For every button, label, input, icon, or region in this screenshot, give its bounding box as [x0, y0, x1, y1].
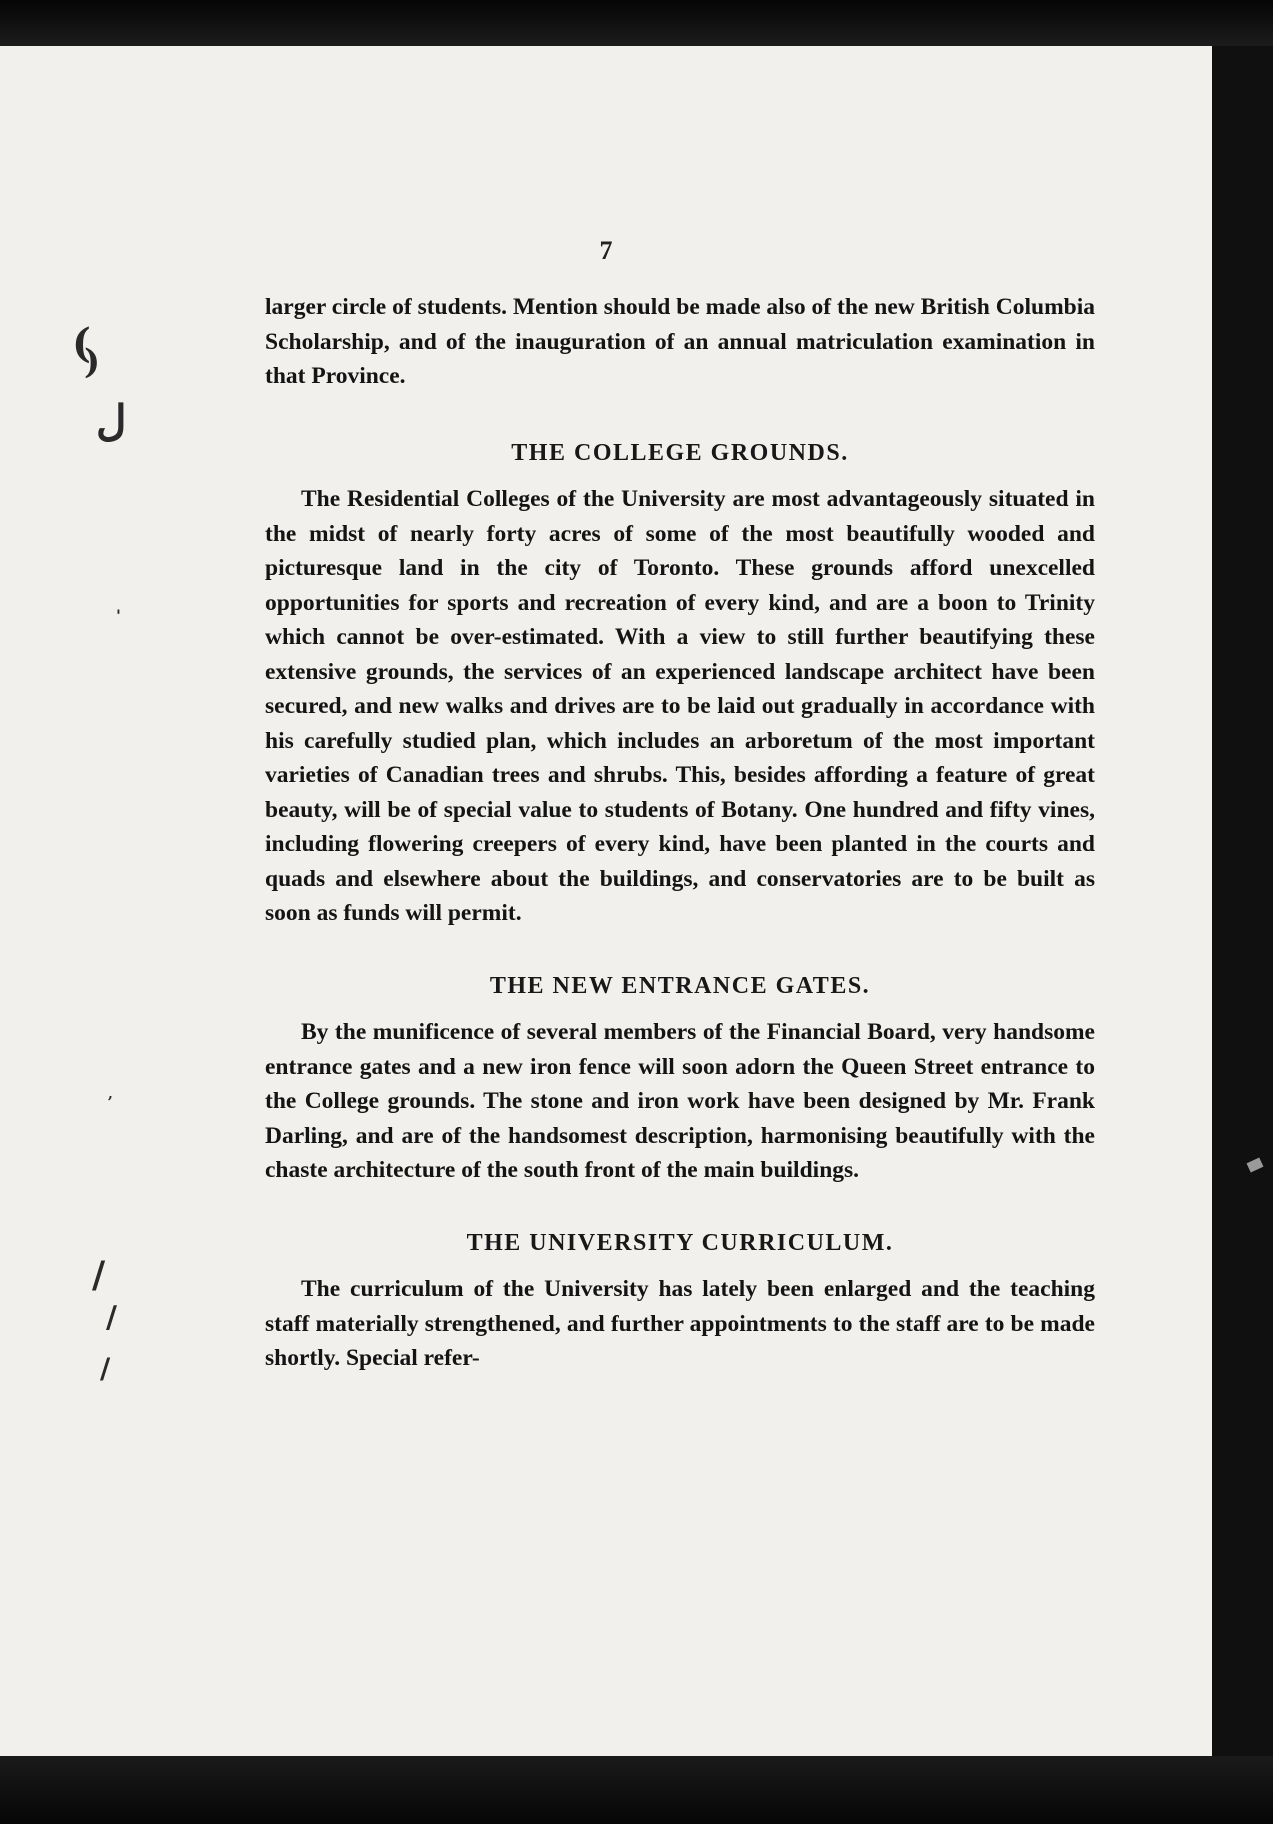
- margin-mark-icon: (: [72, 320, 91, 367]
- margin-speck-icon: ,: [108, 1086, 113, 1102]
- paragraph-college-grounds: The Residential Colleges of the University are most advantageously situated in the midst of nearly forty acres of some of the most beautifully wooded and picturesque land in the city of Toronto. These grounds afford unexcelled opportunities for sports and recreation of every kind, and are a boon to Trinity which cannot be over-estimated. With a view to still further beautifying these extensive grounds, the services of an experienced landscape architect have been secured, and new walks and drives are to be laid out gradually in accordance with his carefully studied plan, which includes an arboretum of the most important varieties of Canadian trees and shrubs. This, besides affording a feature of great beauty, will be of special value to students of Botany. One hundred and fifty vines, including flowering creepers of every kind, have been planted in the courts and quads and elsewhere about the buildings, and conservatories are to be built as soon as funds will permit.: [265, 486, 1095, 926]
- paragraph-entrance-gates: By the munificence of several members of the Financial Board, very handsome entrance gates and a new iron fence will soon adorn the Queen Street entrance to the College grounds. The stone and iron work have been designed by Mr. Frank Darling, and are of the handsomest description, harmonising beautifully with the chaste architecture of the south front of the main buildings.: [265, 1019, 1095, 1183]
- paragraph-university-curriculum: The curriculum of the University has lately been enlarged and the teaching staff materially strengthened, and further appointments to the staff are to be made shortly. Special refer-: [265, 1276, 1095, 1371]
- scan-top-edge: [0, 0, 1273, 46]
- margin-mark-icon: ): [84, 342, 101, 382]
- margin-mark-icon: /: [106, 1300, 117, 1335]
- margin-mark-icon: /: [100, 1352, 111, 1385]
- paragraph-intro: larger circle of students. Mention should be made also of the new British Columbia Scholarship, and of the inauguration of an annual matriculation examination in that Province.: [265, 294, 1095, 389]
- margin-mark-icon: ل: [96, 396, 127, 445]
- margin-speck-icon: ': [116, 606, 121, 625]
- document-page: [0, 46, 1212, 1756]
- heading-entrance-gates: THE NEW ENTRANCE GATES.: [489, 972, 871, 999]
- text-column: [265, 290, 1095, 1376]
- margin-mark-icon: /: [92, 1254, 106, 1296]
- page-number: 7: [599, 236, 613, 265]
- scan-bottom-edge: [0, 1756, 1273, 1824]
- heading-college-grounds: THE COLLEGE GROUNDS.: [511, 439, 849, 466]
- scan-edge-mark: [1247, 1158, 1264, 1173]
- heading-university-curriculum: THE UNIVERSITY CURRICULUM.: [466, 1229, 894, 1256]
